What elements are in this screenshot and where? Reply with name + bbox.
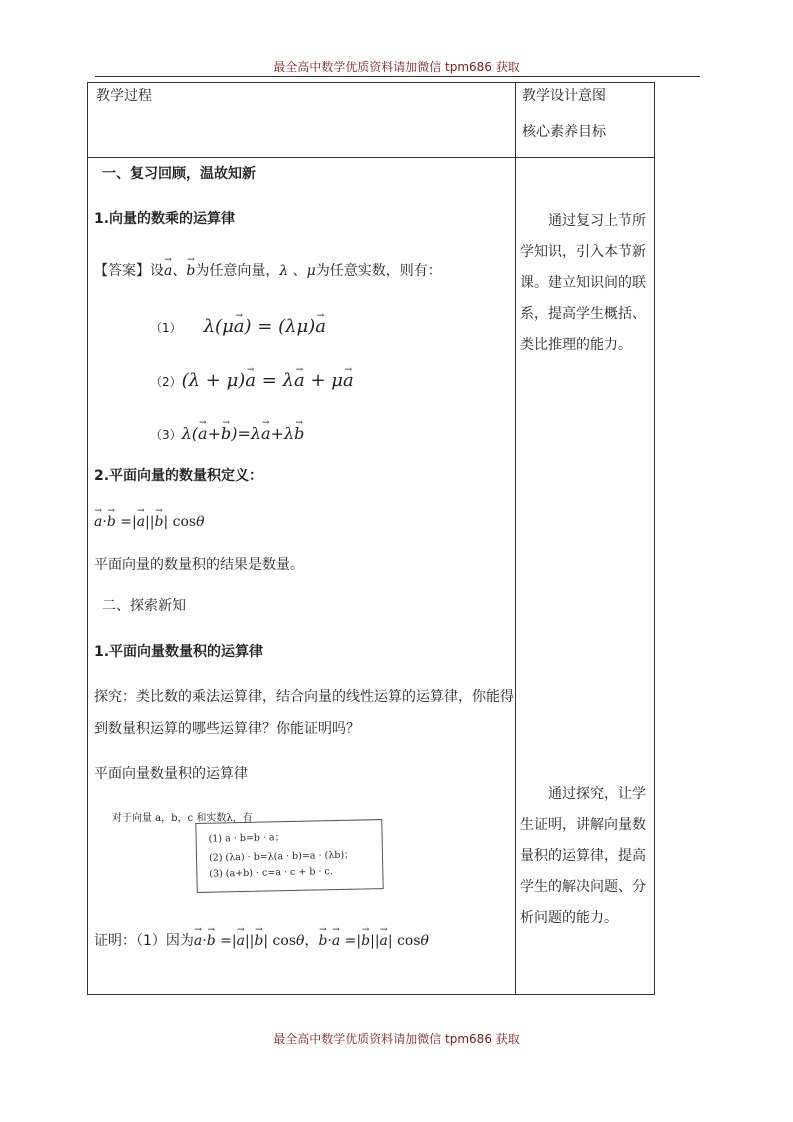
- image-caption: 对于向量 a，b，c 和实数λ，有: [112, 813, 253, 824]
- section-1-title: 一、复习回顾，温故知新: [102, 166, 256, 182]
- operation-laws-image: [102, 801, 387, 893]
- column-divider: [515, 83, 516, 994]
- formula-1: （1） λ(μ→ a) = (λμ)→ a: [150, 315, 326, 340]
- section-2-title: 二、探索新知: [102, 598, 186, 614]
- header-row-divider: [88, 157, 654, 158]
- answer-line: 【答案】设→ a、→ b为任意向量，λ 、μ为任意实数，则有：: [94, 261, 442, 281]
- image-law-1: (1) a · b=b · a；: [208, 832, 285, 845]
- answer-mid2: 为任意实数，则有：: [315, 263, 442, 279]
- answer-prefix: 【答案】设: [94, 263, 164, 279]
- formula-2-label: （2）: [150, 375, 182, 389]
- formula-3: （3）λ(→ a+→ b)=λ→ a+λ→ b: [150, 423, 304, 446]
- page-header: 最全高中数学优质资料请加微信 tpm686 获取: [273, 60, 520, 74]
- formula-1-label: （1）: [150, 321, 182, 335]
- page-footer: 最全高中数学优质资料请加微信 tpm686 获取: [273, 1032, 520, 1046]
- dot-product-definition: → a·→ b =|→ a||→ b| cosθ: [94, 512, 205, 532]
- right-column-header-2: 核心素养目标: [522, 124, 606, 140]
- right-column-header-1: 教学设计意图: [522, 88, 606, 104]
- proof-separator: ，: [304, 933, 319, 949]
- explore-line-1: 探究：类比数的乘法运算律，结合向量的线性运算的运算律，你能得: [94, 689, 514, 705]
- dot-product-result: 平面向量的数量积的结果是数量。: [94, 557, 304, 573]
- design-intent-1: 通过复习上节所学知识，引入本节新课。建立知识间的联系，提高学生概括、类比推理的能力。: [520, 213, 646, 353]
- proof-line: 证明：（1）因为→ a·→ b =|→ a||→ b| cosθ，→ b·→ a =|→ b||→ a| cosθ: [94, 931, 429, 951]
- answer-mid: 为任意向量，: [195, 263, 280, 279]
- formula-2: （2）(λ + μ)→ a = λ→ a + μ→ a: [150, 369, 354, 394]
- subsection-1-title: 1.向量的数乘的运算律: [94, 211, 236, 227]
- image-law-2: (2) (λa) · b=λ(a · b)=a · (λb)；: [208, 849, 354, 864]
- explore-line-2: 到数量积运算的哪些运算律？你能证明吗？: [94, 721, 360, 737]
- image-frame: [195, 819, 383, 893]
- law-title: 平面向量数量积的运算律: [94, 766, 248, 782]
- proof-prefix: 证明：（1）因为: [94, 933, 194, 949]
- lesson-table: [87, 82, 655, 995]
- formula-3-label: （3）: [150, 428, 182, 442]
- header-rule: [95, 76, 700, 77]
- subsection-3-title: 1.平面向量数量积的运算律: [94, 644, 264, 660]
- subsection-2-title: 2.平面向量的数量积定义：: [94, 468, 264, 484]
- image-law-3: (3) (a+b) · c=a · c + b · c.: [209, 866, 333, 880]
- design-intent-2: 通过探究，让学生证明，讲解向量数量积的运算律，提高学生的解决问题、分析问题的能力。: [520, 786, 646, 926]
- left-column-header: 教学过程: [96, 88, 152, 104]
